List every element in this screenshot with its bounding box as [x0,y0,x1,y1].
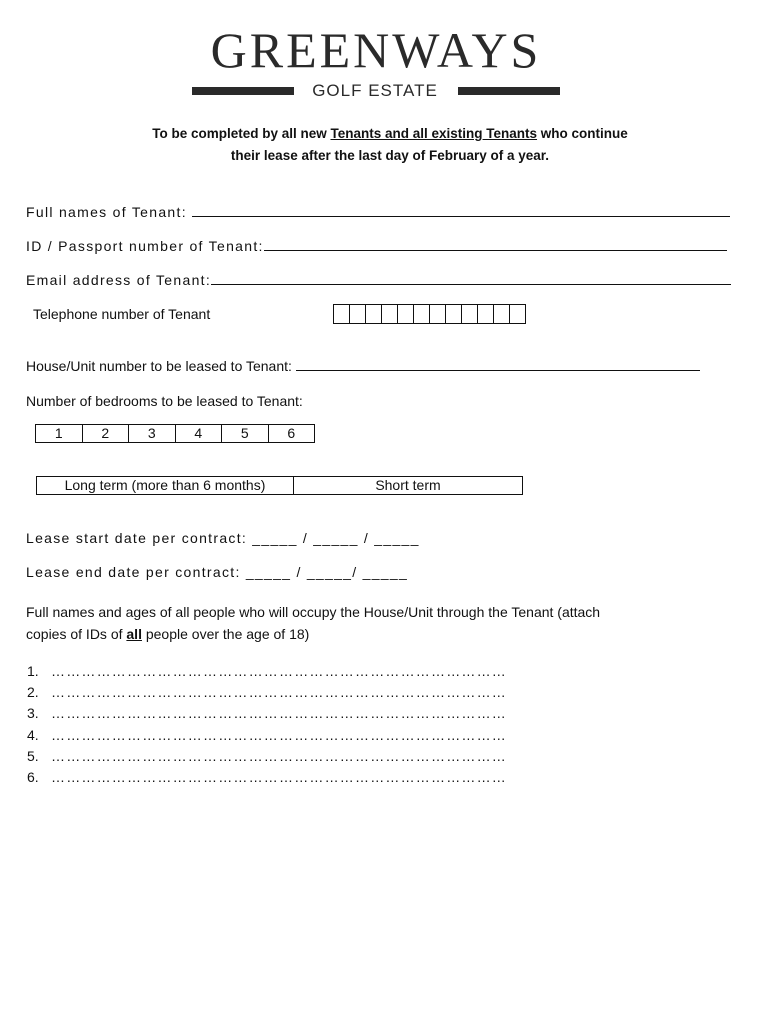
list-item-dots: ……………………………………………………………………………… [51,705,507,722]
bedroom-option-6[interactable]: 6 [287,425,296,441]
lease-end-field[interactable]: Lease end date per contract: _____ / _____/ _____ [26,564,409,580]
id-passport-label: ID / Passport number of Tenant: [26,238,264,254]
intro-underlined: Tenants and all existing Tenants [330,126,538,141]
email-label: Email address of Tenant: [26,272,212,288]
full-names-line[interactable] [192,203,730,217]
bedroom-option-4[interactable]: 4 [176,425,223,442]
bedroom-option-3[interactable]: 3 [129,425,176,442]
house-unit-field [26,357,700,375]
list-item-number: 1. [27,663,39,679]
bedroom-option-1[interactable]: 1 [36,425,83,442]
occupants-text-before: copies of IDs of [26,626,127,642]
list-item-dots: ……………………………………………………………………………… [51,726,507,743]
list-item-number: 4. [27,726,39,743]
occupants-text-line1: Full names and ages of all people who will occupy the House/Unit through the Tenant (attach [26,604,601,620]
list-item-dots: ……………………………………………………………………………… [51,747,507,764]
list-item-number: 2. [27,684,39,701]
list-item-dots: ……………………………………………………………………………… [51,684,507,701]
list-item-number: 6. [27,769,39,786]
bedrooms-label: Number of bedrooms to be leased to Tenant: [26,393,303,409]
occupants-text-bold: all [126,626,142,642]
list-item[interactable] [27,661,507,682]
short-term-option[interactable]: Short term [375,477,441,493]
intro-line2: their lease after the last day of February of a year. [230,148,550,163]
id-passport-field [26,237,727,255]
bedroom-option-5[interactable]: 5 [222,425,269,442]
term-options [36,476,523,495]
occupants-instructions [26,601,726,645]
intro-part1: To be completed by all new [152,126,331,141]
telephone-digit-boxes[interactable] [333,304,526,324]
house-unit-line[interactable] [296,357,700,371]
occupants-text-after: people over the age of 18) [141,626,310,642]
list-item-number: 3. [27,705,39,722]
list-item-number: 5. [27,747,39,764]
bedrooms-options [35,424,315,443]
list-item[interactable] [27,746,507,767]
logo-bar-left [192,87,294,95]
email-field [26,271,731,289]
occupants-list [27,661,507,788]
list-item[interactable] [27,703,507,724]
long-term-option[interactable]: Long term (more than 6 months) [37,477,294,494]
list-item[interactable] [27,767,507,788]
list-item[interactable] [27,682,507,703]
id-passport-line[interactable] [264,237,727,251]
logo-subtitle: GOLF ESTATE [312,81,438,100]
list-item-dots: ……………………………………………………………………………… [51,663,507,679]
logo-bar-right [458,87,560,95]
list-item[interactable] [27,725,507,746]
full-names-field [26,203,730,221]
intro-part2: who continue [537,126,628,141]
lease-start-field[interactable]: Lease start date per contract: _____ / _____ / _____ [26,530,420,546]
telephone-label: Telephone number of Tenant [33,306,211,322]
bedroom-option-2[interactable]: 2 [83,425,130,442]
list-item-dots: ……………………………………………………………………………… [51,769,507,786]
email-line[interactable] [211,271,731,285]
house-unit-label: House/Unit number to be leased to Tenant: [26,358,296,374]
logo-title: GREENWAYS [210,22,542,78]
full-names-label: Full names of Tenant: [26,204,193,220]
intro-text [60,123,720,167]
